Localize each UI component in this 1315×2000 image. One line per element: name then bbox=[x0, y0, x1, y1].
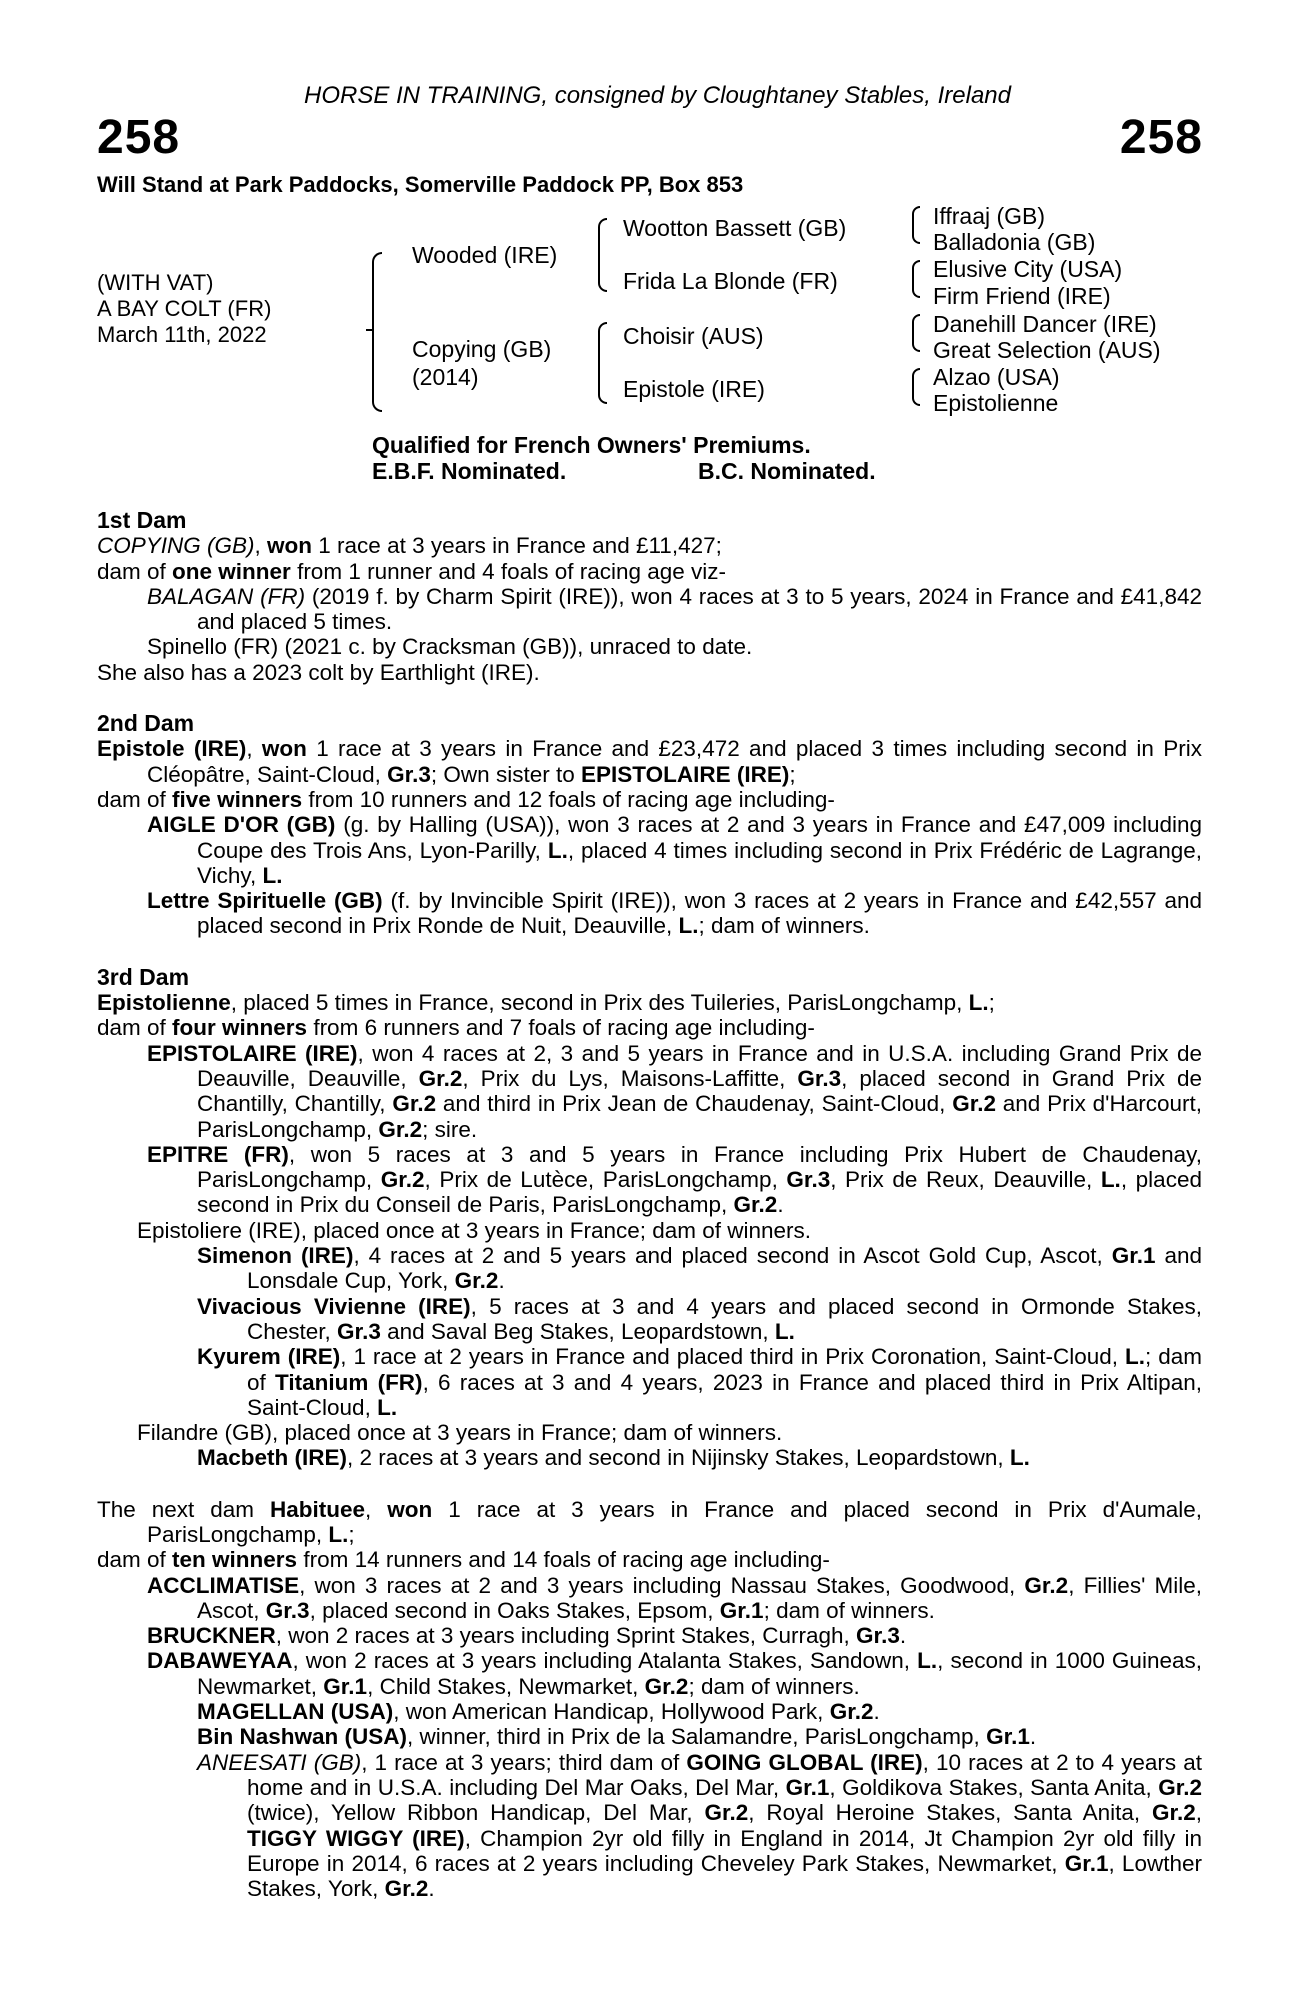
next-dam-produce-2: BRUCKNER, won 2 races at 3 years including Sprint Stakes, Curragh, Gr.3. bbox=[147, 1623, 907, 1649]
second-dam-produce-summary: dam of five winners from 10 runners and 12 foals of racing age including- bbox=[97, 786, 835, 812]
next-dam-record: The next dam Habituee, won 1 race at 3 years in France and placed second in Prix d'Aumale, ParisLongchamp, L.; bbox=[97, 1496, 1202, 1547]
dam-lines bbox=[97, 508, 1202, 1901]
pedigree-dam: Copying (GB) bbox=[412, 336, 552, 362]
second-dam-heading: 2nd Dam bbox=[97, 710, 195, 737]
third-dam-grandprogeny-1: Simenon (IRE), 4 races at 2 and 5 years and placed second in Ascot Gold Cup, Ascot, Gr.1 and Lonsdale Cup, York, Gr.2. bbox=[197, 1243, 1202, 1294]
lot-number-left: 258 bbox=[97, 111, 181, 164]
lot-number-right: 258 bbox=[1119, 111, 1203, 164]
pedigree-g8: Epistolienne bbox=[933, 390, 1059, 416]
first-dam-produce-3: She also has a 2023 colt by Earthlight (IRE). bbox=[97, 659, 540, 685]
next-dam-produce-4: MAGELLAN (USA), won American Handicap, Hollywood Park, Gr.2. bbox=[197, 1699, 880, 1725]
catalogue-header-title: HORSE IN TRAINING, consigned by Cloughtaney Stables, Ireland bbox=[304, 82, 1011, 109]
first-dam-record: COPYING (GB), won 1 race at 3 years in France and £11,427; bbox=[97, 533, 722, 559]
third-dam-grandprogeny-2: Vivacious Vivienne (IRE), 5 races at 3 and 4 years and placed second in Ormonde Stakes, Chester, Gr.3 and Saval Beg Stakes, Leopardstown, L. bbox=[197, 1293, 1202, 1344]
pedigree-brace-g2 bbox=[912, 260, 920, 298]
stand-location: Will Stand at Park Paddocks, Somerville Paddock PP, Box 853 bbox=[97, 172, 744, 197]
first-dam-heading: 1st Dam bbox=[97, 507, 187, 533]
pedigree-g1: Iffraaj (GB) bbox=[933, 203, 1046, 229]
third-dam-grandprogeny-3: Kyurem (IRE), 1 race at 2 years in France and placed third in Prix Coronation, Saint-Cloud, L.; dam of Titanium (FR), 6 races at 3 and 4 years, 2023 in France and placed third in Prix Altipan, Saint-Cloud, L. bbox=[197, 1344, 1202, 1420]
pedigree-g5: Danehill Dancer (IRE) bbox=[933, 311, 1157, 337]
next-dam-produce-5: Bin Nashwan (USA), winner, third in Prix de la Salamandre, ParisLongchamp, Gr.1. bbox=[197, 1724, 1037, 1750]
third-dam-produce-summary: dam of four winners from 6 runners and 7 foals of racing age including- bbox=[97, 1015, 815, 1041]
vat-note: (WITH VAT) bbox=[97, 270, 214, 295]
third-dam-heading: 3rd Dam bbox=[97, 963, 190, 990]
pedigree-brace-dam bbox=[598, 322, 607, 404]
pedigree-brace-main-point bbox=[366, 329, 372, 331]
second-dam-produce-2: Lettre Spirituelle (GB) (f. by Invincible Spirit (IRE)), won 3 races at 2 years in France and £42,557 and placed second in Prix Ronde de Nuit, Deauville, L.; dam of winners. bbox=[147, 888, 1203, 939]
pedigree-brace-g1 bbox=[912, 206, 920, 244]
foaling-date: March 11th, 2022 bbox=[97, 322, 267, 347]
pedigree-sire-dam: Frida La Blonde (FR) bbox=[623, 268, 838, 294]
pedigree-dam-year: (2014) bbox=[412, 364, 479, 390]
next-dam-produce-summary: dam of ten winners from 14 runners and 14 foals of racing age including- bbox=[97, 1547, 830, 1573]
qualification-bc: B.C. Nominated. bbox=[698, 458, 876, 484]
pedigree-dam-dam: Epistole (IRE) bbox=[623, 376, 765, 402]
pedigree-brace-main bbox=[372, 252, 382, 412]
pedigree-g2: Balladonia (GB) bbox=[933, 229, 1096, 255]
third-dam-produce-1: EPISTOLAIRE (IRE), won 4 races at 2, 3 and 5 years in France and in U.S.A. including Grand Prix de Deauville, Deauville, Gr.2, Prix du Lys, Maisons-Laffitte, Gr.3, placed second in Grand Prix de Chantilly, Chantilly, Gr.2 and third in Prix Jean de Chaudenay, Saint-Cloud, Gr.2 and Prix d'Harcourt, ParisLongchamp, Gr.2; sire. bbox=[147, 1040, 1202, 1142]
first-dam-produce-2: Spinello (FR) (2021 c. by Cracksman (GB)), unraced to date. bbox=[147, 634, 753, 660]
pedigree-brace-g3 bbox=[912, 314, 920, 352]
pedigree-sire-sire: Wootton Bassett (GB) bbox=[623, 215, 847, 241]
pedigree-g3: Elusive City (USA) bbox=[933, 256, 1123, 282]
next-dam-produce-6: ANEESATI (GB), 1 race at 3 years; third dam of GOING GLOBAL (IRE), 10 races at 2 to 4 years at home and in U.S.A. including Del Mar Oaks, Del Mar, Gr.1, Goldikova Stakes, Santa Anita, Gr.2 (twice), Yellow Ribbon Handicap, Del Mar, Gr.2, Royal Heroine Stakes, Santa Anita, Gr.2, TIGGY WIGGY (IRE), Champion 2yr old filly in England in 2014, Jt Champion 2yr old filly in Europe in 2014, 6 races at 2 years including Cheveley Park Stakes, Newmarket, Gr.1, Lowther Stakes, York, Gr.2. bbox=[197, 1749, 1203, 1902]
next-dam-produce-3: DABAWEYAA, won 2 races at 3 years including Atalanta Stakes, Sandown, L., second in 1000 Guineas, Newmarket, Gr.1, Child Stakes, Newmarket, Gr.2; dam of winners. bbox=[147, 1648, 1202, 1699]
pedigree-brace-sire bbox=[598, 218, 607, 292]
pedigree-g7: Alzao (USA) bbox=[933, 364, 1060, 390]
pedigree-g6: Great Selection (AUS) bbox=[933, 337, 1161, 363]
second-dam-produce-1: AIGLE D'OR (GB) (g. by Halling (USA)), won 3 races at 2 and 3 years in France and £47,009 including Coupe des Trois Ans, Lyon-Parilly, L., placed 4 times including second in Prix Frédéric de Lagrange, Vichy, L. bbox=[147, 812, 1202, 888]
third-dam-produce-3: Epistoliere (IRE), placed once at 3 years in France; dam of winners. bbox=[137, 1217, 812, 1243]
third-dam-produce-2: EPITRE (FR), won 5 races at 3 and 5 years in France including Prix Hubert de Chaudenay, ParisLongchamp, Gr.2, Prix de Lutèce, ParisLongchamp, Gr.3, Prix de Reux, Deauville, L., placed second in Prix du Conseil de Paris, ParisLongchamp, Gr.2. bbox=[147, 1141, 1202, 1218]
third-dam-record: Epistolienne, placed 5 times in France, second in Prix des Tuileries, ParisLongchamp, L.; bbox=[97, 990, 995, 1016]
first-dam-produce-1: BALAGAN (FR) (2019 f. by Charm Spirit (IRE)), won 4 races at 3 to 5 years, 2024 in France and £41,842 and placed 5 times. bbox=[147, 583, 1202, 635]
second-dam-record: Epistole (IRE), won 1 race at 3 years in France and £23,472 and placed 3 times including second in Prix Cléopâtre, Saint-Cloud, Gr.3; Own sister to EPISTOLAIRE (IRE); bbox=[97, 736, 1202, 787]
third-dam-produce-4: Filandre (GB), placed once at 3 years in France; dam of winners. bbox=[137, 1420, 783, 1446]
qualification-ebf: E.B.F. Nominated. bbox=[372, 458, 567, 484]
pedigree-sire: Wooded (IRE) bbox=[412, 242, 558, 268]
qualification-premiums: Qualified for French Owners' Premiums. bbox=[372, 432, 811, 458]
pedigree-brace-g4 bbox=[912, 368, 920, 406]
next-dam-produce-1: ACCLIMATISE, won 3 races at 2 and 3 years including Nassau Stakes, Goodwood, Gr.2, Fillies' Mile, Ascot, Gr.3, placed second in Oaks Stakes, Epsom, Gr.1; dam of winners. bbox=[147, 1572, 1203, 1623]
lot-name: A BAY COLT (FR) bbox=[97, 296, 272, 321]
third-dam-grandprogeny-4: Macbeth (IRE), 2 races at 3 years and second in Nijinsky Stakes, Leopardstown, L. bbox=[197, 1445, 1030, 1471]
first-dam-produce-summary: dam of one winner from 1 runner and 4 foals of racing age viz- bbox=[97, 558, 727, 584]
pedigree-dam-sire: Choisir (AUS) bbox=[623, 323, 764, 349]
pedigree-g4: Firm Friend (IRE) bbox=[933, 283, 1111, 309]
